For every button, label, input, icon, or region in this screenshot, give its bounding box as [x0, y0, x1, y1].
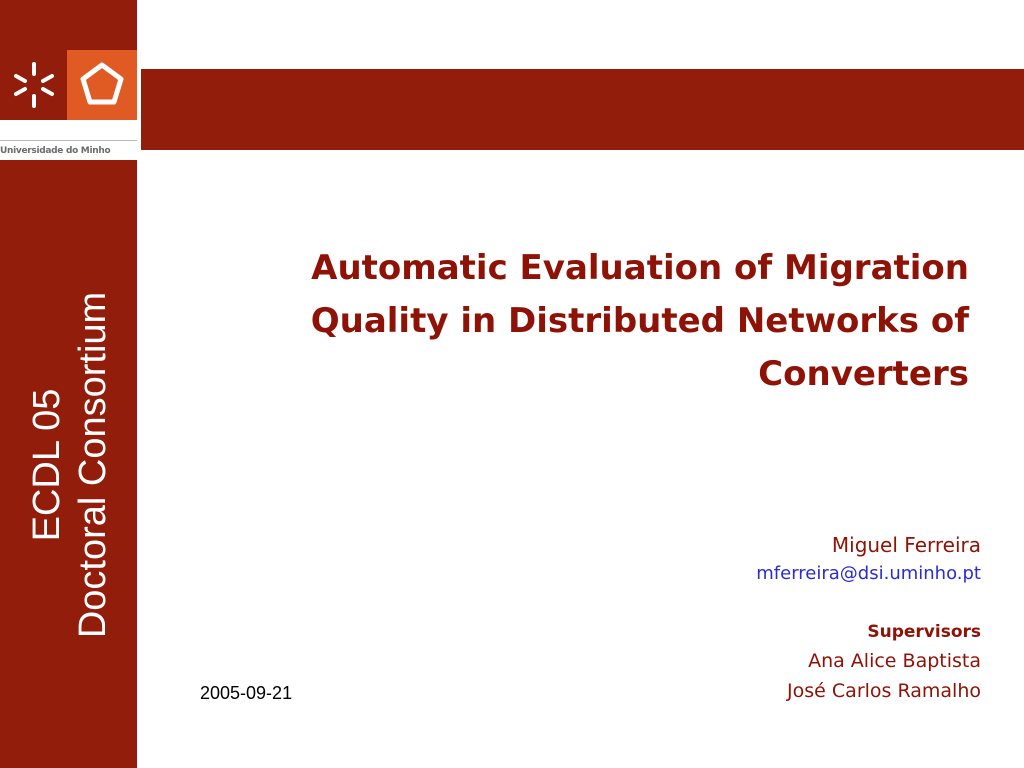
title-line-2: Quality in Distributed Networks of: [310, 301, 969, 341]
university-logo: [0, 50, 137, 160]
logo-right-panel: [67, 50, 137, 120]
supervisor-name: José Carlos Ramalho: [787, 680, 981, 702]
logo-caption: Universidade do Minho: [0, 146, 111, 156]
conference-label: [15, 255, 125, 675]
supervisor-name: Ana Alice Baptista: [808, 650, 981, 672]
author-email-link[interactable]: mferreira@dsi.uminho.pt: [756, 563, 981, 584]
presentation-date: 2005-09-21: [200, 683, 293, 703]
supervisors-heading: Supervisors: [867, 622, 981, 642]
asterisk-icon: [0, 50, 67, 120]
logo-divider: [0, 140, 137, 141]
conference-track: Doctoral Consortium: [72, 291, 114, 639]
title-line-3: Converters: [758, 354, 969, 394]
author-name: Miguel Ferreira: [831, 533, 981, 557]
logo-left-panel: [0, 50, 67, 120]
title-line-1: Automatic Evaluation of Migration: [311, 248, 969, 288]
header-band: [141, 69, 1024, 150]
conference-name: ECDL 05: [26, 388, 68, 542]
author-block: [581, 530, 981, 706]
sidebar: [0, 0, 137, 768]
pentagon-icon: [67, 50, 137, 120]
slide-title: [209, 242, 969, 401]
